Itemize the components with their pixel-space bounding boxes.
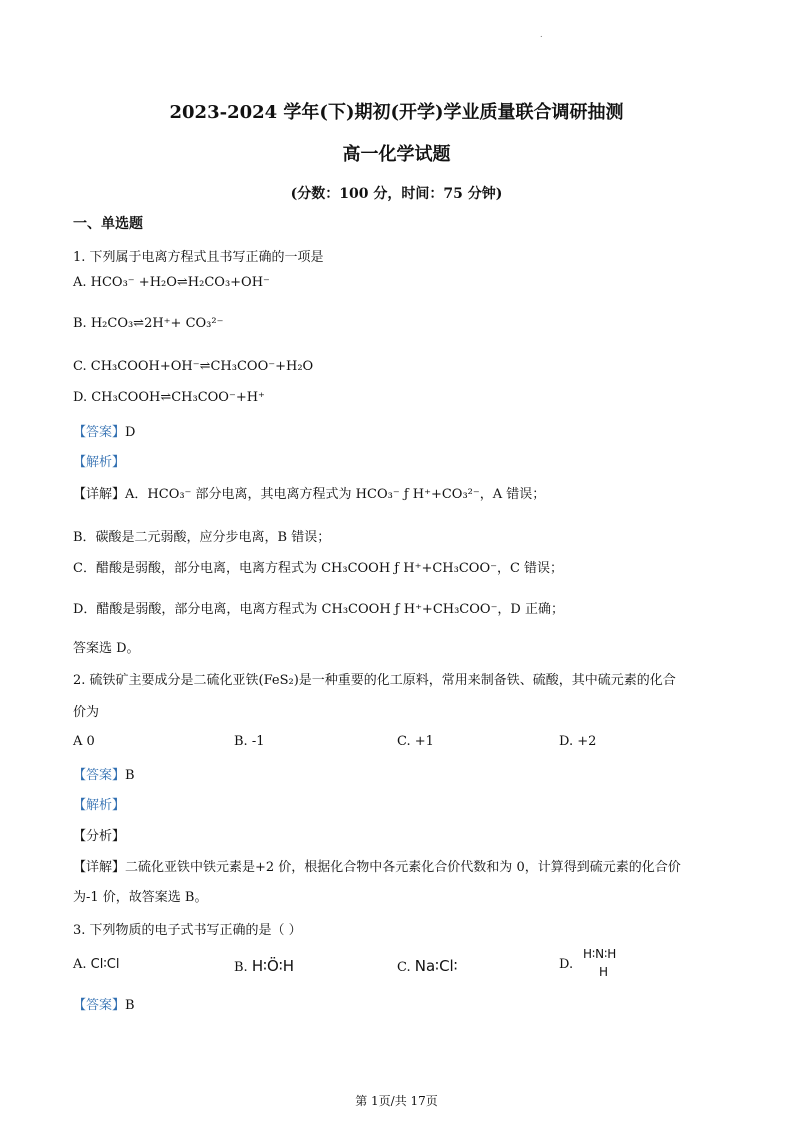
- page-title: 2023-2024 学年(下)期初(开学)学业质量联合调研抽测: [169, 102, 624, 123]
- q2-stem-line2: 价为: [73, 705, 100, 720]
- q2-analysis-tag: 【解析】: [73, 798, 126, 813]
- q1-answer: [73, 421, 135, 440]
- q3-option-d-structure-row1: H∶N∶H: [583, 947, 617, 961]
- answer-value: B: [125, 768, 135, 783]
- q2-option-d: D. +2: [559, 734, 597, 749]
- corner-mark: .: [540, 30, 543, 39]
- answer-tag: 【答案】: [73, 998, 126, 1013]
- q2-option-b: B. -1: [234, 734, 265, 749]
- detail-tag: 【详解】: [73, 860, 126, 875]
- option-label: C.: [397, 960, 411, 975]
- answer-tag: 【答案】: [73, 425, 126, 440]
- option-label: B.: [234, 960, 248, 975]
- q2-option-a: A 0: [73, 734, 95, 749]
- q1-analysis-tag: 【解析】: [73, 455, 126, 470]
- q2-answer: [73, 764, 135, 783]
- q3-answer: [73, 994, 135, 1013]
- q2-detail-line1: [73, 856, 681, 875]
- option-label: A.: [73, 957, 87, 972]
- q1-option-a: A. HCO₃⁻ +H₂O⇌H₂CO₃+OH⁻: [73, 275, 270, 290]
- q1-detail-d: D．醋酸是弱酸，部分电离，电离方程式为 CH₃COOH ƒ H⁺+CH₃COO⁻，D 正确；: [73, 602, 564, 617]
- option-label: D.: [559, 957, 574, 972]
- detail-line1-text: 二硫化亚铁中铁元素是+2 价，根据化合物中各元素化合价代数和为 0，计算得到硫元素的化合价: [125, 860, 681, 875]
- q1-option-b: B. H₂CO₃⇌2H⁺+ CO₃²⁻: [73, 316, 224, 331]
- q1-option-d: D. CH₃COOH⇌CH₃COO⁻+H⁺: [73, 390, 265, 405]
- option-formula: Na∶Cl∶: [414, 957, 458, 975]
- answer-value: B: [125, 998, 135, 1013]
- section-title: 一、单选题: [73, 216, 143, 232]
- q3-option-c: [397, 957, 458, 975]
- q1-stem: 1. 下列属于电离方程式且书写正确的一项是: [73, 250, 324, 265]
- q2-option-c: C. +1: [397, 734, 434, 749]
- q1-option-c: C. CH₃COOH+OH⁻⇌CH₃COO⁻+H₂O: [73, 359, 314, 374]
- option-formula: Cl∶Cl: [90, 957, 120, 972]
- q1-detail-a: [73, 483, 545, 502]
- page-subtitle: 高一化学试题: [342, 144, 451, 165]
- q2-stem-line1: 2. 硫铁矿主要成分是二硫化亚铁(FeS₂)是一种重要的化工原料，常用来制备铁、硫酸，其中硫元素的化合: [73, 673, 676, 688]
- q3-option-b: [234, 957, 294, 975]
- answer-tag: 【答案】: [73, 768, 126, 783]
- q3-stem: 3. 下列物质的电子式书写正确的是（ ）: [73, 923, 302, 938]
- q1-detail-c: C．醋酸是弱酸，部分电离，电离方程式为 CH₃COOH ƒ H⁺+CH₃COO⁻，C 错误；: [73, 561, 564, 576]
- answer-value: D: [125, 425, 136, 440]
- option-formula: H∶Ö∶H: [251, 957, 295, 975]
- score-info: (分数：100 分，时间：75 分钟): [290, 186, 503, 202]
- q1-detail-b: B．碳酸是二元弱酸，应分步电离，B 错误；: [73, 530, 331, 545]
- q2-analysis2-tag: 【分析】: [73, 829, 126, 844]
- detail-tag: 【详解】: [73, 487, 126, 502]
- q1-conclusion: 答案选 D。: [73, 641, 140, 656]
- q2-detail-line2: 为-1 价，故答案选 B。: [73, 890, 208, 905]
- q3-option-d-structure-row2: H: [599, 965, 609, 979]
- q3-option-d: [559, 957, 573, 972]
- page-footer: 第 1页/共 17页: [355, 1094, 438, 1108]
- q3-option-a: [73, 957, 119, 972]
- detail-a-text: A．HCO₃⁻ 部分电离，其电离方程式为 HCO₃⁻ ƒ H⁺+CO₃²⁻，A 错误；: [125, 487, 546, 502]
